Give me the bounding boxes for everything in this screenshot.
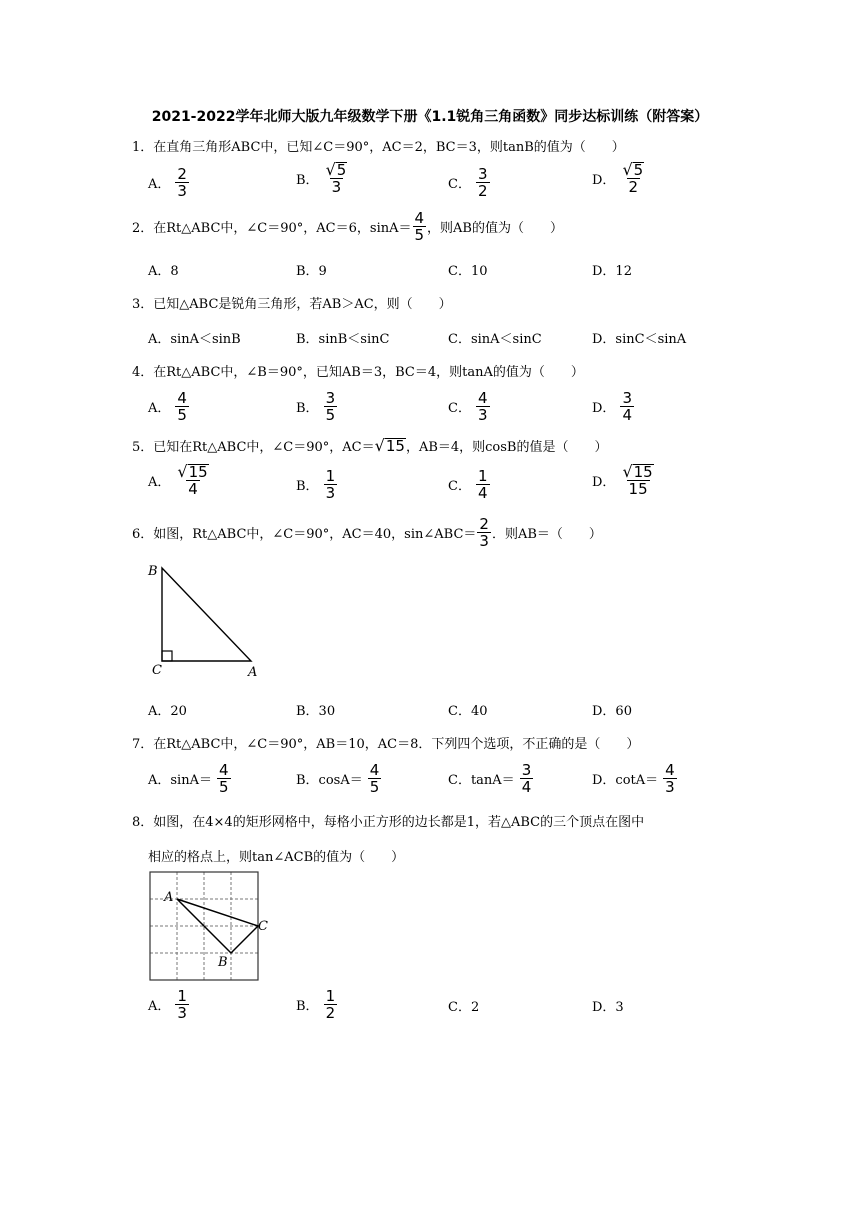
fraction: $\frac{1}{3}$ bbox=[177, 987, 187, 1022]
question-1-option-d: D． √ 5 2 bbox=[592, 162, 647, 195]
question-3-option-d: D．sinC＜sinA bbox=[592, 332, 687, 347]
vertex-label-b: B bbox=[148, 564, 158, 579]
fraction: $\frac{4}{5}$ bbox=[369, 761, 380, 796]
question-7-stem: 7．在Rt△ABC中，∠C＝90°，AB＝10，AC＝8．下列四个选项，不正确的是（ ） bbox=[132, 737, 640, 752]
question-1-stem: 1．在直角三角形ABC中，已知∠C＝90°，AC＝2，BC＝3，则tanB的值为（ ） bbox=[132, 140, 625, 155]
vertex-label-b: B bbox=[218, 955, 228, 970]
fraction: $\frac{4}{5}$ bbox=[218, 761, 229, 796]
fraction: $\frac{3}{5}$ bbox=[325, 389, 336, 424]
question-3-option-c: C．sinA＜sinC bbox=[448, 332, 542, 347]
vertex-label-a: A bbox=[164, 890, 174, 905]
question-2-option-c: C．10 bbox=[448, 264, 488, 279]
question-2-option-b: B．9 bbox=[296, 264, 327, 279]
fraction: $\frac{3}{4}$ bbox=[521, 761, 532, 796]
question-7-option-d: D．cotA＝ $\frac{4}{3}$ bbox=[592, 761, 675, 796]
question-8-option-c: C．2 bbox=[448, 1000, 480, 1015]
question-8-figure bbox=[146, 868, 266, 983]
question-4-option-c: C． $\frac{4}{3}$ bbox=[448, 389, 488, 424]
question-3-stem: 3．已知△ABC是锐角三角形，若AB＞AC，则（ ） bbox=[132, 297, 452, 312]
question-8-stem-line-2: 相应的格点上，则tan∠ACB的值为（ ） bbox=[148, 850, 405, 865]
question-6-option-b: B．30 bbox=[296, 704, 336, 719]
question-7-option-a: A．sinA＝ $\frac{4}{5}$ bbox=[148, 761, 229, 796]
vertex-label-c: C bbox=[258, 919, 268, 934]
question-6-option-c: C．40 bbox=[448, 704, 488, 719]
question-7-option-c: C．tanA＝ $\frac{3}{4}$ bbox=[448, 761, 532, 796]
fraction: $\frac{1}{4}$ bbox=[477, 467, 488, 502]
question-5-option-c: C． $\frac{1}{4}$ bbox=[448, 467, 488, 502]
question-5-option-a: A． √ 15 4 bbox=[148, 464, 212, 497]
fraction: $\frac{1}{3}$ bbox=[325, 467, 336, 502]
vertex-label-c: C bbox=[152, 663, 162, 678]
question-1-option-a: A． $\frac{2}{3}$ bbox=[148, 165, 187, 200]
question-6-figure bbox=[140, 555, 270, 685]
question-4-option-a: A． $\frac{4}{5}$ bbox=[148, 389, 187, 424]
question-5-option-b: B． $\frac{1}{3}$ bbox=[296, 467, 336, 502]
question-6-option-a: A．20 bbox=[148, 704, 187, 719]
question-5-stem: 5．已知在Rt△ABC中，∠C＝90°，AC＝ √ 15 ，AB＝4，则cosB的值是（ ） bbox=[132, 435, 608, 455]
fraction: $\frac{2}{3}$ bbox=[177, 165, 187, 200]
question-4-option-d: D． $\frac{3}{4}$ bbox=[592, 389, 632, 424]
fraction: $\frac{3}{4}$ bbox=[622, 389, 632, 424]
radical: √ 15 bbox=[374, 435, 405, 455]
triangle bbox=[162, 568, 251, 661]
question-1-option-b: B． √ 5 3 bbox=[296, 162, 350, 195]
question-6-stem: 6．如图，Rt△ABC中，∠C＝90°，AC＝40，sin∠ABC＝ $\frac{2}{3}$ ．则AB＝（ ） bbox=[132, 515, 602, 550]
fraction: √ 15 4 bbox=[177, 462, 208, 498]
question-8-option-b: B． $\frac{1}{2}$ bbox=[296, 987, 336, 1022]
fraction: √ 15 15 bbox=[622, 462, 653, 498]
fraction: √ 5 3 bbox=[325, 160, 347, 196]
question-7-option-b: B．cosA＝ $\frac{4}{5}$ bbox=[296, 761, 380, 796]
question-4-stem: 4．在Rt△ABC中，∠B＝90°，已知AB＝3，BC＝4，则tanA的值为（ ） bbox=[132, 365, 584, 380]
question-6-option-d: D．60 bbox=[592, 704, 632, 719]
question-3-option-a: A．sinA＜sinB bbox=[148, 332, 241, 347]
vertex-label-a: A bbox=[248, 665, 258, 680]
question-2-option-a: A．8 bbox=[148, 264, 179, 279]
question-2-stem: 2．在Rt△ABC中，∠C＝90°，AC＝6，sinA＝ $\frac{4}{5}$ ，则AB的值为（ ） bbox=[132, 209, 563, 244]
fraction: $\frac{4}{3}$ bbox=[477, 389, 488, 424]
fraction: $\frac{2}{3}$ bbox=[479, 515, 489, 550]
fraction: $\frac{4}{5}$ bbox=[414, 209, 425, 244]
question-8-option-a: A． $\frac{1}{3}$ bbox=[148, 987, 187, 1022]
question-8-stem-line-1: 8．如图，在4×4的矩形网格中，每格小正方形的边长都是1，若△ABC的三个顶点在图中 bbox=[132, 815, 645, 830]
fraction: $\frac{4}{5}$ bbox=[177, 389, 187, 424]
fraction: $\frac{1}{2}$ bbox=[325, 987, 336, 1022]
question-8-option-d: D．3 bbox=[592, 1000, 624, 1015]
right-angle-mark bbox=[162, 651, 172, 661]
question-1-option-c: C． $\frac{3}{2}$ bbox=[448, 165, 488, 200]
fraction: $\frac{3}{2}$ bbox=[477, 165, 488, 200]
fraction: √ 5 2 bbox=[622, 160, 644, 196]
page-title: 2021-2022学年北师大版九年级数学下册《1.1锐角三角函数》同步达标训练（附答案） bbox=[151, 109, 709, 125]
question-4-option-b: B． $\frac{3}{5}$ bbox=[296, 389, 336, 424]
question-5-option-d: D． √ 15 15 bbox=[592, 464, 657, 497]
fraction: $\frac{4}{3}$ bbox=[665, 761, 675, 796]
question-2-option-d: D．12 bbox=[592, 264, 632, 279]
question-3-option-b: B．sinB＜sinC bbox=[296, 332, 390, 347]
